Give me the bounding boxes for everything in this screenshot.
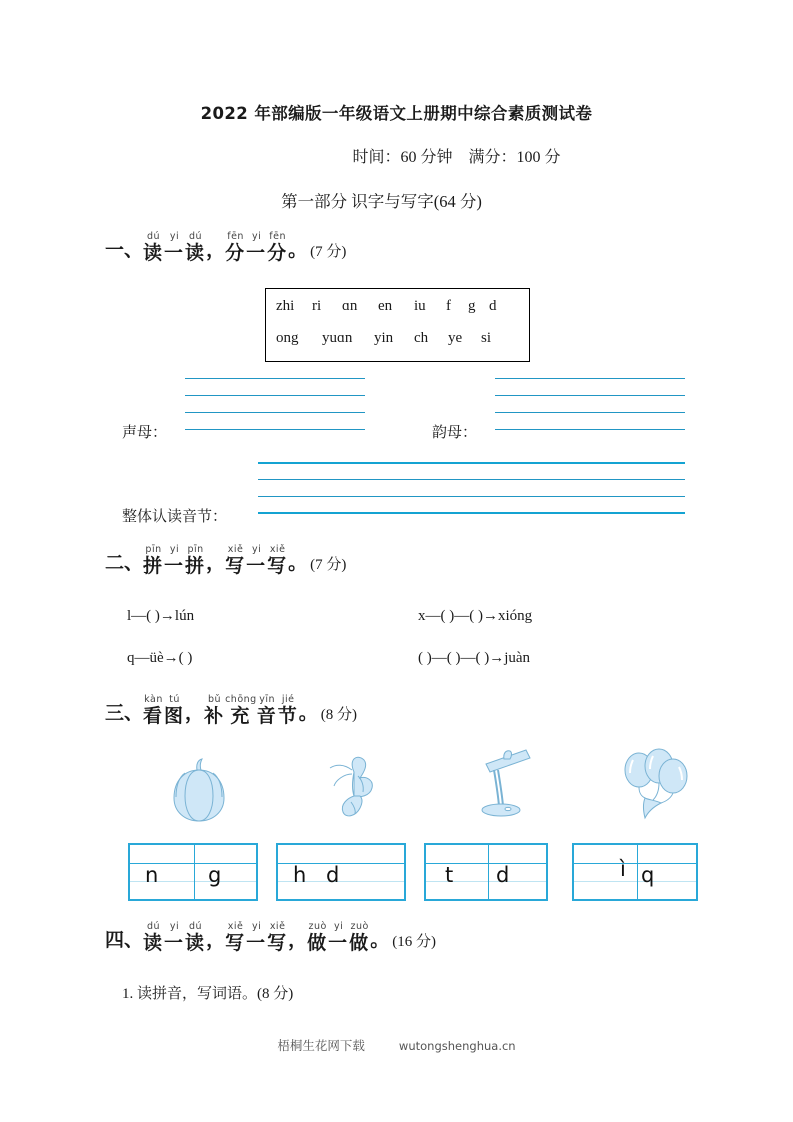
section-1-period: 。 [288,238,308,261]
wb-2-5: ye [448,330,463,346]
ruby-du-1: dú 读 [143,231,165,264]
ruby-xie-1: xiě 写 [225,544,247,577]
ruby-pin-1: pīn 拼 [143,544,165,577]
section-4-score: (16 分) [392,933,436,950]
pinyin-word-bank [265,288,530,362]
zhengti-label: 整体认读音节： [122,509,228,525]
ruby-yi-3: yi 一 [164,544,186,577]
section-1-number: 一、 [105,238,144,261]
section-3-period: 。 [298,701,318,724]
ruby-du-2: dú 读 [185,231,207,264]
wb-2-3: yin [374,330,394,346]
grid-box-1-letters [130,845,256,899]
section-2-number: 二、 [105,551,144,574]
exam-time: 时间：60 分钟 [352,149,453,166]
wb-1-6: f [446,298,451,314]
wb-1-1: zhi [276,298,295,314]
q4-sub-question-1: 1. 读拼音，写词语。(8 分) [122,986,294,1002]
desk-lamp-picture [468,748,544,829]
section-2-score: (7 分) [310,556,347,573]
section-2-comma: ， [206,551,226,574]
section-2-period: 。 [288,551,308,574]
yunmu-label: 韵母： [432,425,478,441]
ruby-tu: tú 图 [164,694,186,727]
pinyin-grid-box-3[interactable] [424,843,548,901]
footer-watermark [0,1036,793,1054]
ruby-zuo-2: zuò 做 [349,921,371,954]
ruby-kan: kàn 看 [143,694,165,727]
grid-box-1-right-letter: g [208,863,222,887]
section-4-number: 四、 [105,928,144,951]
word-bank-row-2 [266,330,539,347]
ruby-chong: chōng 充 [225,694,257,727]
grid-box-3-right-letter: d [496,863,510,887]
section-1-comma: ， [206,238,226,261]
grid-box-3-letters [426,845,546,899]
exam-total-score: 满分：100 分 [468,149,561,166]
grid-box-1-left-letter: n [145,863,159,887]
ruby-yi-7: yi 一 [328,921,350,954]
ruby-du-4: dú 读 [185,921,207,954]
q2-row2-left[interactable]: q—üè→( ) [127,650,193,666]
q2-row1-right[interactable]: x—( )—( )→xióng [418,608,533,624]
ruby-jie: jié 节 [277,694,299,727]
ruby-yi-4: yi 一 [246,544,268,577]
section-3-comma: ， [185,701,205,724]
section-3-number: 三、 [105,701,144,724]
ruby-xie-3: xiě 写 [225,921,247,954]
pumpkin-picture [160,756,238,831]
pinyin-grid-box-2[interactable] [276,843,406,901]
ruby-xie-2: xiě 写 [267,544,289,577]
butterfly-picture [318,752,390,829]
q2-row1-left[interactable]: l—( )→lún [127,608,195,624]
wb-1-3: ɑn [342,298,358,314]
zhengti-answer-lines[interactable] [258,462,685,514]
ruby-yi-2: yi 一 [246,231,268,264]
section-4-heading [105,922,436,953]
ruby-xie-4: xiě 写 [267,921,289,954]
wb-2-6: si [481,330,492,346]
section-3-score: (8 分) [320,706,357,723]
section-1-heading [105,232,346,263]
balloons-picture [615,748,695,829]
section-4-period: 。 [370,928,390,951]
grid-box-3-left-letter: t [445,863,454,887]
yunmu-answer-lines[interactable] [495,378,685,430]
footer-site-url: wutongshenghua.cn [398,1039,516,1053]
section-2-heading [105,545,346,576]
q2-row2-right[interactable]: ( )—( )—( )→juàn [418,650,531,666]
ruby-zuo-1: zuò 做 [307,921,329,954]
shengmu-label: 声母： [122,425,168,441]
grid-box-4-right-letter: q [641,863,655,887]
wb-1-8: d [489,298,497,314]
section-4-comma-2: ， [288,928,308,951]
section-4-comma-1: ， [206,928,226,951]
ruby-pin-2: pīn 拼 [185,544,207,577]
page-title: 2022 年部编版一年级语文上册期中综合素质测试卷 [200,104,593,123]
pinyin-grid-box-4[interactable] [572,843,698,901]
word-bank-row-1 [266,298,539,315]
grid-box-4-left-letter: ì [620,857,626,881]
grid-box-2-right-letter: d [326,863,340,887]
wb-1-7: g [468,298,476,314]
part-one-heading: 第一部分 识字与写字(64 分) [281,192,482,211]
ruby-bu: bǔ 补 [204,694,226,727]
grid-box-4-letters [574,845,696,899]
shengmu-answer-lines[interactable] [185,378,365,430]
pinyin-grid-box-1[interactable] [128,843,258,901]
ruby-fen-1: fēn 分 [225,231,247,264]
grid-box-2-letters [278,845,404,899]
wb-1-4: en [378,298,393,314]
wb-1-2: ri [312,298,322,314]
ruby-yi-6: yi 一 [246,921,268,954]
ruby-yi-5: yi 一 [164,921,186,954]
wb-1-5: iu [414,298,426,314]
wb-2-4: ch [414,330,429,346]
section-3-heading [105,695,357,726]
wb-2-2: yuɑn [322,330,353,346]
footer-site-name: 梧桐生花网下载 [277,1039,365,1053]
exam-meta [0,144,793,167]
section-1-score: (7 分) [310,243,347,260]
wb-2-1: ong [276,330,299,346]
ruby-yin: yīn 音 [256,694,278,727]
grid-box-2-left-letter: h [293,863,307,887]
ruby-yi-1: yi 一 [164,231,186,264]
ruby-du-3: dú 读 [143,921,165,954]
ruby-fen-2: fēn 分 [267,231,289,264]
